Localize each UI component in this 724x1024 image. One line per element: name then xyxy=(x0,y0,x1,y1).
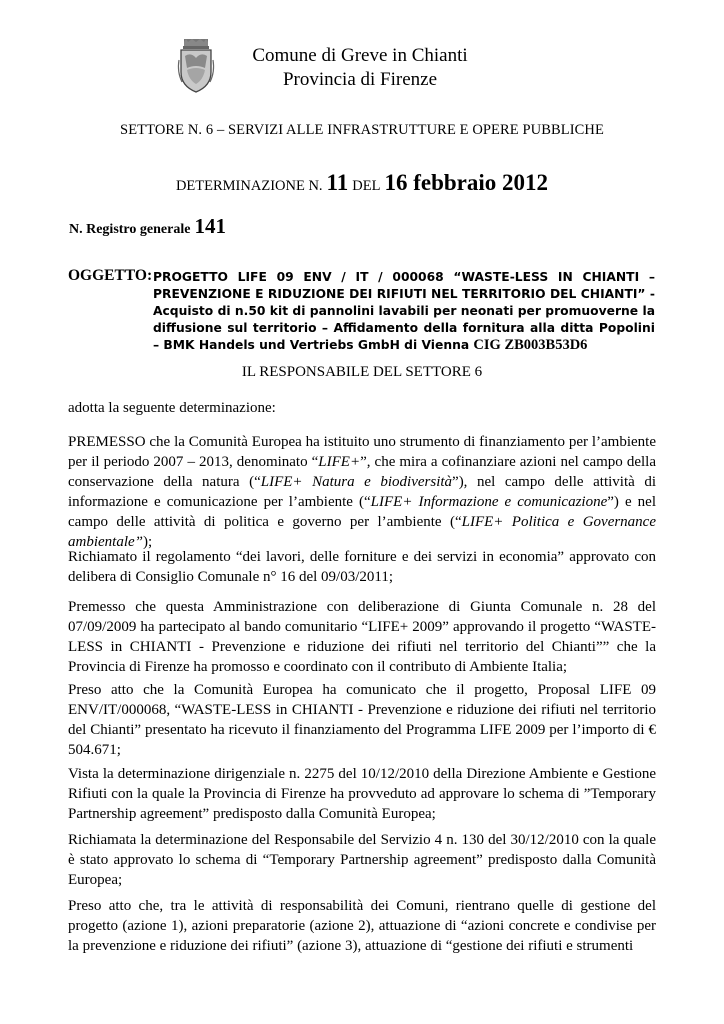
determinazione-date: 16 febbraio 2012 xyxy=(384,170,549,195)
premesso-italic-4: LIFE+ Politica e Governance ambientale” xyxy=(68,514,656,550)
responsabile-heading: IL RESPONSABILE DEL SETTORE 6 xyxy=(241,364,483,380)
municipal-crest-logo xyxy=(176,38,216,94)
oggetto-label: OGGETTO: xyxy=(68,267,153,284)
premesso-paragraph xyxy=(68,432,656,552)
premesso-italic-2: LIFE+ Natura e biodiversità xyxy=(260,474,453,490)
determinazione-del-label: DEL xyxy=(352,178,381,194)
oggetto-text xyxy=(153,269,655,354)
comune-name: Comune di Greve in Chianti xyxy=(252,45,468,66)
body-paragraph: Preso atto che la Comunità Europea ha comunicato che il progetto, Proposal LIFE 09 ENV/IT/000068, “WASTE-LESS in CHIANTI - Prevenzione e riduzione dei rifiuti nel territorio del Chianti” presentato ha ricevuto il finanziamento del Programma LIFE 2009 per l’importo di € 504.671; xyxy=(68,682,656,758)
determinazione-heading xyxy=(0,170,724,196)
premesso-text-3: ”), nel campo delle attività di informazione e comunicazione per l’ambiente (“ xyxy=(68,474,656,510)
adotta-line: adotta la seguente determinazione: xyxy=(68,400,276,416)
determinazione-number: 11 xyxy=(326,170,349,195)
registro-generale xyxy=(69,214,226,239)
determinazione-label: DETERMINAZIONE N. xyxy=(175,178,323,194)
premesso-text-5: ); xyxy=(143,534,153,550)
registro-label: N. Registro generale xyxy=(69,222,191,237)
premesso-italic-3: LIFE+ Informazione e comunicazione xyxy=(370,494,608,510)
premesso-italic-1: LIFE+ xyxy=(318,454,361,470)
premesso-text-1: PREMESSO che la Comunità Europea ha istituito uno strumento di finanziamento per l’ambiente per il periodo 2007 – 2013, denominato “ xyxy=(68,434,656,470)
oggetto-cig: CIG ZB003B53D6 xyxy=(473,337,588,353)
body-paragraph: Vista la determinazione dirigenziale n. 2275 del 10/12/2010 della Direzione Ambiente e Gestione Rifiuti con la quale la Provincia di Firenze ha provveduto ad approvare lo schema di ”Temporary Partnership agreement” predisposto dalla Comunità Europea; xyxy=(68,766,656,822)
body-paragraph: Premesso che questa Amministrazione con deliberazione di Giunta Comunale n. 28 del 07/09/2009 ha partecipato al bando comunitario “LIFE+ 2009” approvando il progetto “WASTE-LESS in CHIANTI - Prevenzione e riduzione dei rifiuti nel territorio del Chianti”” che la Provincia di Firenze ha promosso e coordinato con il contributo di Ambiente Italia; xyxy=(68,599,656,675)
body-paragraph: Preso atto che, tra le attività di responsabilità dei Comuni, rientrano quelle di gestione del progetto (azione 1), azioni preparatorie (azione 2), attuazione di “azioni concrete e condivise per la prevenzione e riduzione dei rifiuti” (azione 3), attuazione di “gestione dei rifiuti e strumenti xyxy=(68,898,656,954)
body-paragraph: Richiamato il regolamento “dei lavori, delle forniture e dei servizi in economia” approvato con delibera di Consiglio Comunale n° 16 del 09/03/2011; xyxy=(68,549,656,585)
provincia-name: Provincia di Firenze xyxy=(282,69,438,90)
premesso-text-2: ”, che mira a cofinanziare azioni nel campo della conservazione della natura (“ xyxy=(68,454,656,490)
body-paragraph: Richiamata la determinazione del Responsabile del Servizio 4 n. 130 del 30/12/2010 con la quale è stato approvato lo schema di “Temporary Partnership agreement” predisposto dalla Comunità Europea; xyxy=(68,832,656,888)
settore-heading: SETTORE N. 6 – SERVIZI ALLE INFRASTRUTTURE E OPERE PUBBLICHE xyxy=(120,122,604,138)
oggetto-body: PROGETTO LIFE 09 ENV / IT / 000068 “WASTE-LESS IN CHIANTI – PREVENZIONE E RIDUZIONE DEI RIFIUTI NEL TERRITORIO DEL CHIANTI” - Acquisto di n.50 kit di pannolini lavabili per neonati per promuoverne la diffusione sul territorio – Affidamento della fornitura alla ditta Popolini – BMK Handels und Vertriebs GmbH di Vienna xyxy=(153,270,655,352)
registro-number: 141 xyxy=(194,214,226,238)
premesso-text-4: ”) e nel campo delle attività di politica e governo per l’ambiente (“ xyxy=(68,494,657,530)
